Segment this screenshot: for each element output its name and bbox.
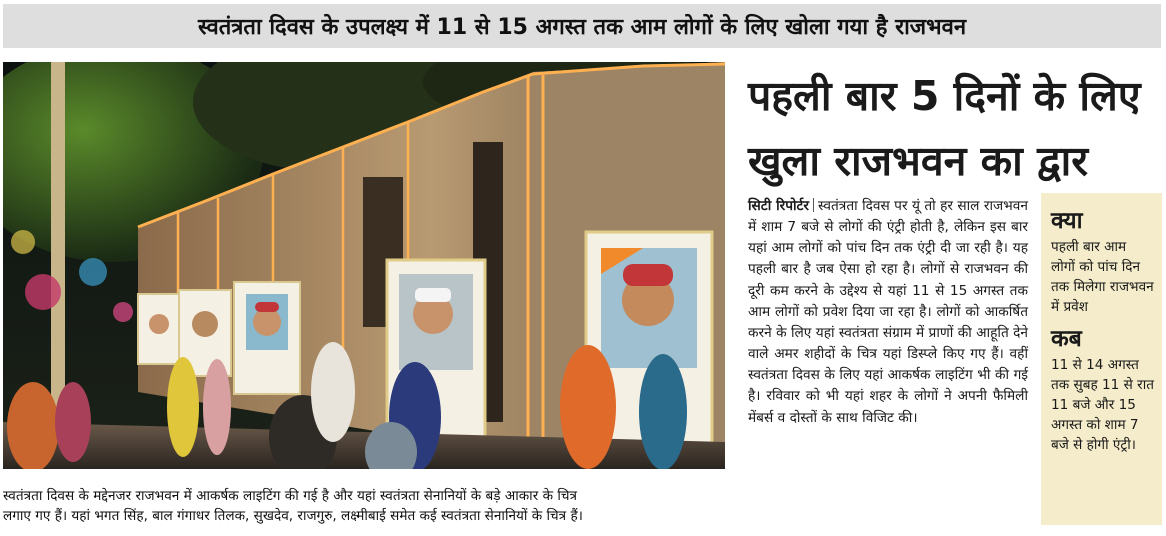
caption-line: लगाए गए हैं। यहां भगत सिंह, बाल गंगाधर तिलक, सुखदेव, राजगुरु, लक्ष्मीबाई समेत कई स्वतंत्रता सेनानियों के चित्र हैं। bbox=[3, 508, 583, 524]
top-banner bbox=[3, 4, 1161, 48]
portrait-frame bbox=[138, 294, 180, 364]
what-heading: क्या bbox=[1051, 208, 1083, 234]
what-text: पहली बार आम लोगों को पांच दिन तक मिलेगा राजभवन में प्रवेश bbox=[1051, 239, 1154, 315]
info-box bbox=[1041, 193, 1162, 525]
byline: सिटी रिपोर्टर bbox=[748, 198, 810, 214]
news-photo bbox=[3, 62, 725, 469]
article-text: स्वतंत्रता दिवस पर यूं तो हर साल राजभवन में शाम 7 बजे से लोगों की एंट्री होती है, लेकिन इस बार यहां आम लोगों को पांच दिन तक एंट्री दी जा रही है। यह पहली बार है जब ऐसा हो रहा है। लोगों से राजभवन की दूरी कम करने के उद्देश्य से यहां 11 से 15 अगस्त तक आम लोगों को प्रवेश दिया जा रहा है। लोगों को आकर्षित करने के लिए यहां स्वतंत्रता संग्राम में प्राणों की आहूति देने वाले अमर शहीदों के चित्र यहां डिस्प्ले किए गए हैं। वहीं स्वतंत्रता दिवस के लिए यहां आकर्षक लाइटिंग भी की गई है। रविवार को भी यहां शहर के लोगों ने अपनी फैमिली मेंबर्स व दोस्तों के साथ विजिट की। bbox=[748, 198, 1028, 426]
article-body bbox=[748, 196, 1028, 429]
when-text: 11 से 14 अगस्त तक सुबह 11 से रात 11 बजे और 15 अगस्त को शाम 7 बजे से होगी एंट्री। bbox=[1051, 357, 1154, 453]
headline bbox=[748, 64, 1164, 194]
when-heading: कब bbox=[1051, 326, 1082, 352]
banner-text: स्वतंत्रता दिवस के उपलक्ष्य में 11 से 15 अगस्त तक आम लोगों के लिए खोला गया है राजभवन bbox=[197, 15, 967, 40]
photo-caption bbox=[3, 486, 725, 526]
caption-line: स्वतंत्रता दिवस के मद्देनजर राजभवन में आकर्षक लाइटिंग की गई है और यहां स्वतंत्रता सेनानियों के बड़े आकार के चित्र bbox=[3, 488, 577, 504]
byline-divider bbox=[813, 198, 814, 212]
headline-line: पहली बार 5 दिनों के लिए bbox=[748, 72, 1141, 120]
portrait-frame bbox=[234, 282, 300, 394]
headline-line: खुला राजभवन का द्वार bbox=[748, 137, 1089, 185]
rajbhavan-night-scene bbox=[3, 62, 725, 469]
